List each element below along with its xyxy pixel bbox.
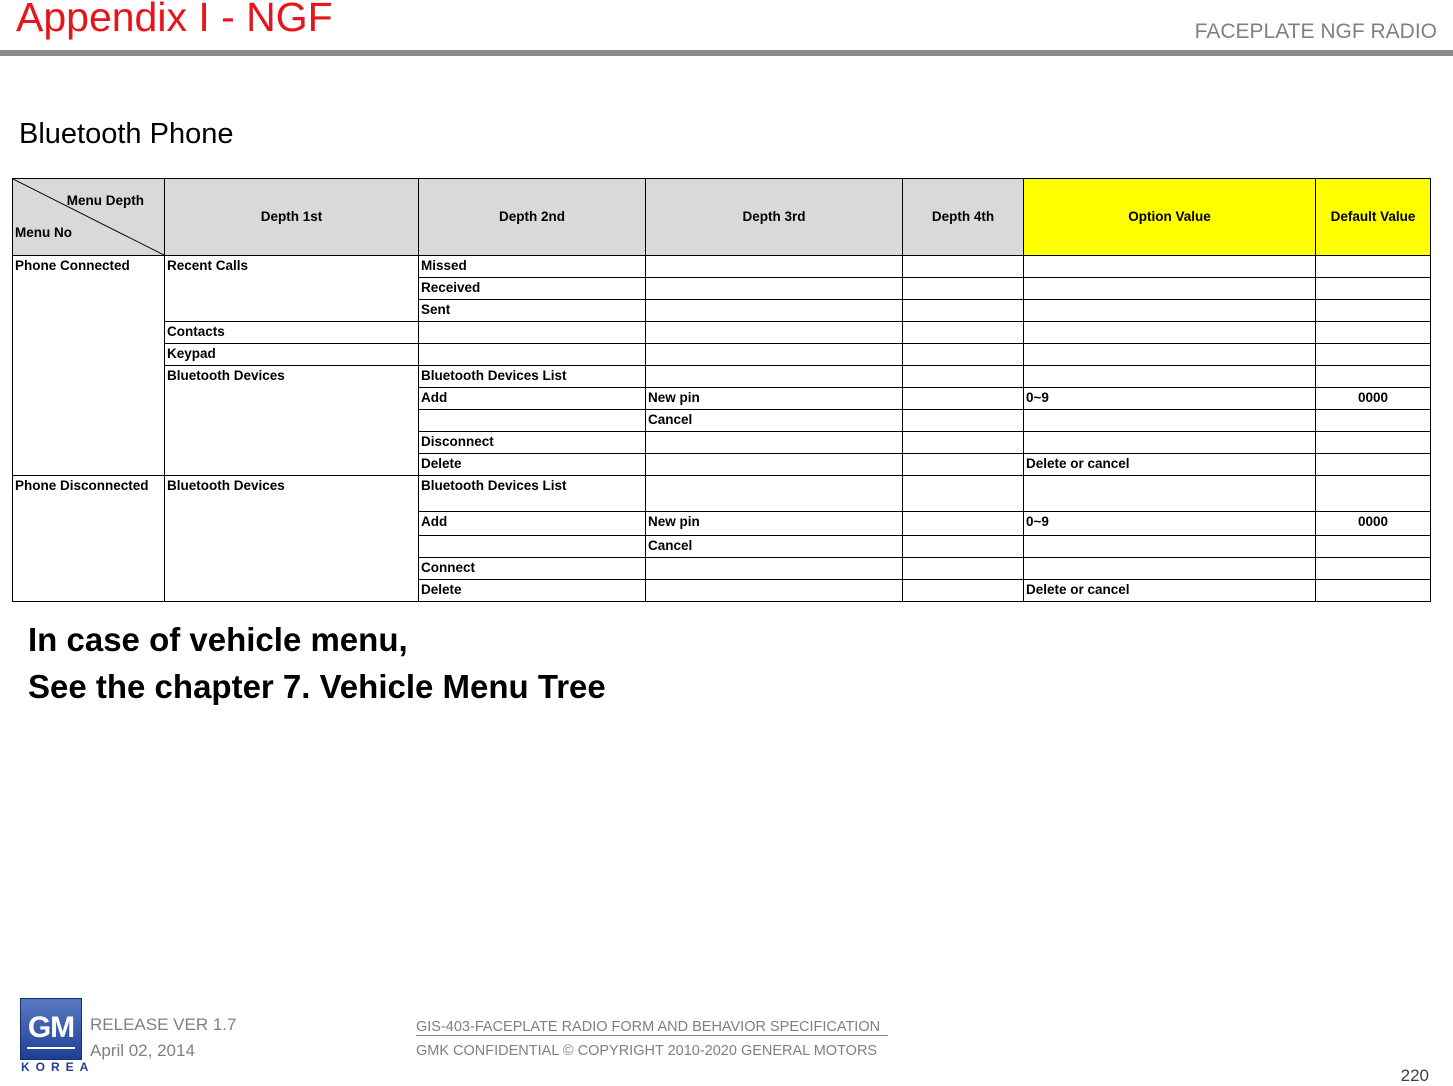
table-header-row bbox=[13, 179, 1431, 256]
table-cell: 0000 bbox=[1316, 388, 1431, 410]
logo-text: GM bbox=[27, 1011, 75, 1044]
table-row bbox=[13, 366, 1431, 388]
column-header: Depth 3rd bbox=[646, 179, 903, 256]
table-row bbox=[13, 476, 1431, 512]
vehicle-menu-note bbox=[28, 616, 606, 710]
release-info bbox=[90, 1012, 236, 1064]
table-cell: Disconnect bbox=[419, 432, 646, 454]
table-cell: Sent bbox=[419, 300, 646, 322]
footer-spec bbox=[416, 1015, 888, 1063]
note-line: See the chapter 7. Vehicle Menu Tree bbox=[28, 668, 606, 705]
release-version: RELEASE VER 1.7 bbox=[90, 1015, 237, 1034]
table-cell: Delete or cancel bbox=[1024, 580, 1316, 602]
gm-logo bbox=[20, 998, 82, 1060]
table-cell: Cancel bbox=[646, 536, 903, 558]
table-cell: Received bbox=[419, 278, 646, 300]
logo-underline bbox=[27, 1047, 75, 1049]
table-cell: 0~9 bbox=[1024, 388, 1316, 410]
table-cell: Add bbox=[419, 388, 646, 410]
table-cell: Keypad bbox=[165, 344, 419, 366]
table-cell: Add bbox=[419, 512, 646, 536]
table-cell: Cancel bbox=[646, 410, 903, 432]
page-number: 220 bbox=[1400, 1066, 1429, 1085]
column-header: Depth 1st bbox=[165, 179, 419, 256]
section-title: Bluetooth Phone bbox=[19, 118, 234, 150]
table-cell: Contacts bbox=[165, 322, 419, 344]
column-header-option-value: Option Value bbox=[1024, 179, 1316, 256]
column-header: Depth 4th bbox=[903, 179, 1024, 256]
table-cell: 0~9 bbox=[1024, 512, 1316, 536]
page-title: Appendix I - NGF bbox=[16, 0, 333, 40]
corner-header-cell bbox=[13, 179, 165, 256]
table-cell: Phone Disconnected bbox=[13, 476, 165, 602]
column-header: Depth 2nd bbox=[419, 179, 646, 256]
menu-depth-label: Menu Depth bbox=[66, 193, 144, 208]
table-cell: Connect bbox=[419, 558, 646, 580]
table-cell: Delete bbox=[419, 580, 646, 602]
table-cell: 0000 bbox=[1316, 512, 1431, 536]
table-cell: New pin bbox=[646, 512, 903, 536]
header-divider bbox=[0, 50, 1453, 56]
table-cell: Bluetooth Devices List bbox=[419, 366, 646, 388]
table-cell: Bluetooth Devices List bbox=[419, 476, 646, 512]
table-row bbox=[13, 322, 1431, 344]
table-cell: Recent Calls bbox=[165, 256, 419, 322]
table-row bbox=[13, 344, 1431, 366]
release-date: April 02, 2014 bbox=[90, 1041, 195, 1060]
table-cell: Delete or cancel bbox=[1024, 454, 1316, 476]
document-header: FACEPLATE NGF RADIO bbox=[1194, 20, 1437, 43]
table-cell: Phone Connected bbox=[13, 256, 165, 476]
table-cell: New pin bbox=[646, 388, 903, 410]
menu-tree-table bbox=[12, 178, 1431, 602]
table-cell: Missed bbox=[419, 256, 646, 278]
column-header-default-value: Default Value bbox=[1316, 179, 1431, 256]
table-cell: Bluetooth Devices bbox=[165, 476, 419, 602]
spec-title: GIS-403-FACEPLATE RADIO FORM AND BEHAVIOR SPECIFICATION bbox=[416, 1019, 888, 1036]
table-cell: Bluetooth Devices bbox=[165, 366, 419, 476]
table-cell: Delete bbox=[419, 454, 646, 476]
logo-subtitle: KOREA bbox=[21, 1060, 95, 1074]
note-line: In case of vehicle menu, bbox=[28, 621, 408, 658]
menu-no-label: Menu No bbox=[15, 225, 72, 240]
confidential-notice: GMK CONFIDENTIAL © COPYRIGHT 2010-2020 GENERAL MOTORS bbox=[416, 1043, 878, 1059]
table-row bbox=[13, 256, 1431, 278]
